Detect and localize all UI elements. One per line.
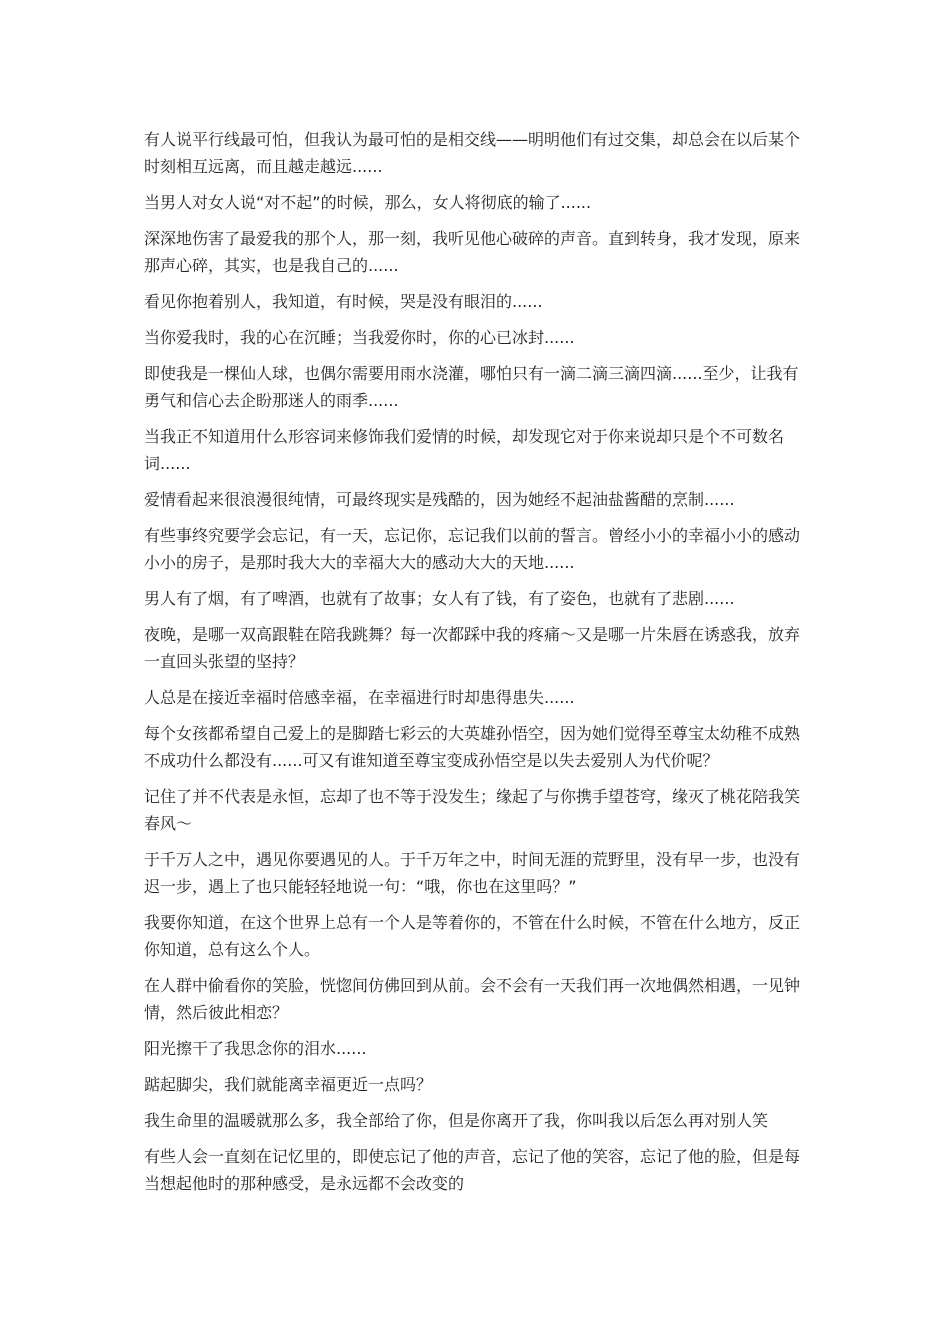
paragraph: 有些人会一直刻在记忆里的，即使忘记了他的声音，忘记了他的笑容，忘记了他的脸，但是每当想起他时的那种感受，是永远都不会改变的 [144, 1147, 801, 1193]
paragraph: 踮起脚尖，我们就能离幸福更近一点吗？ [144, 1075, 433, 1094]
paragraph: 有些事终究要学会忘记，有一天，忘记你，忘记我们以前的誓言。曾经小小的幸福小小的感动小小的房子，是那时我大大的幸福大大的感动大大的天地...... [144, 526, 801, 572]
paragraph: 夜晚，是哪一双高跟鞋在陪我跳舞？每一次都踩中我的疼痛～又是哪一片朱唇在诱惑我，放弃一直回头张望的坚持？ [144, 625, 801, 671]
paragraph: 即使我是一棵仙人球，也偶尔需要用雨水浇灌，哪怕只有一滴二滴三滴四滴......至少，让我有勇气和信心去企盼那迷人的雨季...... [144, 364, 799, 410]
paragraph: 当男人对女人说“对不起”的时候，那么，女人将彻底的输了...... [144, 193, 592, 212]
paragraph: 于千万人之中，遇见你要遇见的人。于千万年之中，时间无涯的荒野里，没有早一步，也没有迟一步，遇上了也只能轻轻地说一句：“哦，你也在这里吗？” [144, 850, 801, 896]
paragraph: 记住了并不代表是永恒，忘却了也不等于没发生；缘起了与你携手望苍穹，缘灭了桃花陪我笑春风～ [144, 787, 801, 833]
paragraph: 人总是在接近幸福时倍感幸福，在幸福进行时却患得患失...... [144, 688, 575, 707]
paragraph: 每个女孩都希望自己爱上的是脚踏七彩云的大英雄孙悟空，因为她们觉得至尊宝太幼稚不成熟不成功什么都没有......可又有谁知道至尊宝变成孙悟空是以失去爱别人为代价呢？ [144, 724, 801, 770]
paragraph: 阳光擦干了我思念你的泪水...... [144, 1039, 367, 1058]
paragraph: 当你爱我时，我的心在沉睡；当我爱你时，你的心已冰封...... [144, 328, 575, 347]
paragraph: 男人有了烟，有了啤酒，也就有了故事；女人有了钱，有了姿色，也就有了悲剧...... [144, 589, 735, 608]
paragraph: 深深地伤害了最爱我的那个人，那一刻，我听见他心破碎的声音。直到转身，我才发现，原来那声心碎，其实，也是我自己的...... [144, 229, 801, 275]
paragraph: 我生命里的温暖就那么多，我全部给了你，但是你离开了我，你叫我以后怎么再对别人笑 [144, 1111, 769, 1130]
paragraph: 爱情看起来很浪漫很纯情，可最终现实是残酷的，因为她经不起油盐酱醋的烹制...... [144, 490, 735, 509]
paragraph: 看见你抱着别人，我知道，有时候，哭是没有眼泪的...... [144, 292, 543, 311]
paragraph: 在人群中偷看你的笑脸，恍惚间仿佛回到从前。会不会有一天我们再一次地偶然相遇，一见钟情，然后彼此相恋？ [144, 976, 801, 1022]
paragraph: 有人说平行线最可怕，但我认为最可怕的是相交线——明明他们有过交集，却总会在以后某个时刻相互远离，而且越走越远...... [144, 130, 801, 176]
paragraph: 我要你知道，在这个世界上总有一个人是等着你的，不管在什么时候，不管在什么地方，反正你知道，总有这么个人。 [144, 913, 801, 959]
document-body [144, 126, 810, 1206]
paragraph: 当我正不知道用什么形容词来修饰我们爱情的时候，却发现它对于你来说却只是个不可数名词...... [144, 427, 785, 473]
